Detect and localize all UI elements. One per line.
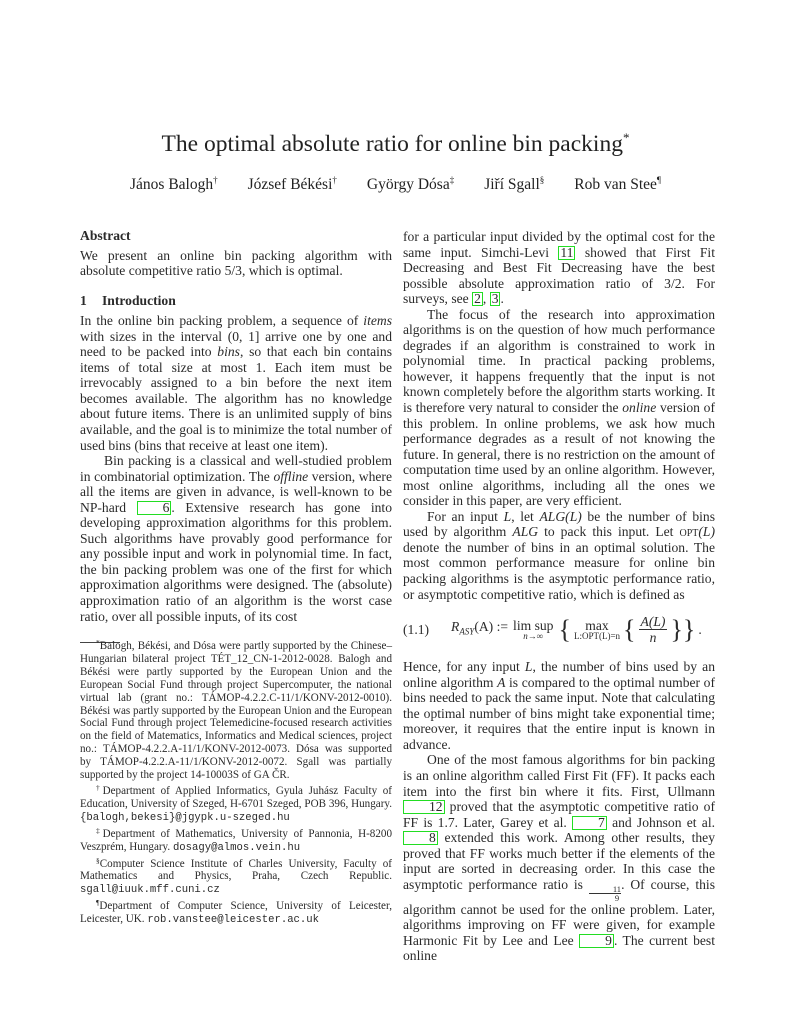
left-column [80,228,392,624]
email-link[interactable]: sgall@iuuk.mff.cuni.cz [80,884,220,897]
fraction: $\frac{11}{9}$ [589,885,621,902]
paragraph: In the online bin packing problem, a sequence of items with sizes in the interval (0, 1] arrive one by one and need to be packed into bins, so that each bin contains items of total size at most 1. Each item must be irrevocably assigned to a bin before the next item becomes available. The algorithm has no knowledge about future items. There is an unlimited supply of bins available, and the goal is to minimize the total number of used bins (bins that receive at least one item). [80,313,392,453]
paragraph: for a particular input divided by the optimal cost for the same input. Simchi-Levi 11 showed that First Fit Decreasing and Best Fit Decreasing have the best possible absolute approximation ratio of 3/2. For surveys, see 2 , 3 . [403,229,715,307]
section-number: 1 [80,292,87,308]
citation-link[interactable]: 6 [137,501,172,515]
paragraph: The focus of the research into approximation algorithms is on the question of how much performance degrades if an algorithm is constrained to work in polynomial time. In practical packing problems, however, it happens frequently that the input is not known completely before the algorithm starts working. It is therefore very natural to consider the online version of this problem. In online problems, we ask how much performance degrades as a result of not knowing the future. In general, there is no restriction on the amount of computation time used by an online algorithm. However, most online algorithms, including all the ones we consider in this paper, are very efficient. [403,306,716,509]
title-text: The optimal absolute ratio for online bin packing [161,131,623,157]
section-heading [80,293,392,309]
abstract-heading: Abstract [80,228,131,243]
footnotes [80,638,392,927]
author: János Balogh† [130,175,218,193]
paragraph: Hence, for any input L, the number of bins used by an online algorithm A is compared to the optimal number of bins needed to pack the same input. Note that calculating the optimal number of bins might take exponential time; moreover, it requires that the entire input is known in advance. [403,659,715,752]
equation-body: $R_{ASY}(A)$ := lim sup n→∞ { max L:OPT(L)=n { $\frac{A(L)}{n}$ }} . [451,614,702,646]
footnote: §Computer Science Institute of Charles University, Faculty of Mathematics and Physics, Praha, Czech Republic. sgall@iuuk.mff.cuni.cz [80,855,392,897]
title-footnote-mark[interactable]: * [622,130,630,145]
citation-link[interactable]: 8 [403,831,438,845]
email-link[interactable]: dosagy@almos.vein.hu [172,841,301,854]
equation-1-1 [403,614,715,645]
paragraph: Bin packing is a classical and well-studied problem in combinatorial optimization. The offline version, where all the items are given in advance, is well-known to be NP-hard 6 . Extensive research has gone into developing approximation algorithms for this problem. Such algorithms have provably good performance for any possible input and work in polynomial time. In fact, the bin packing problem was one of the first for which approximation algorithms were designed. The (absolute) approximation ratio of an algorithm is the worst case ratio, over all possible inputs, of its cost [80,453,392,624]
right-column [403,229,715,964]
author: György Dósa‡ [366,175,455,193]
abstract-text: We present an online bin packing algorithm with absolute competitive ratio 5/3, which is optimal. [80,247,392,279]
citation-link[interactable]: 11 [560,244,574,260]
author-affiliation-mark[interactable]: § [539,175,545,185]
equation-number: (1.1) [403,621,430,637]
citation-link[interactable]: 2 [474,291,481,307]
author-affiliation-mark[interactable]: † [332,175,337,185]
footnote: *Balogh, Békési, and Dósa were partly supported by the Chinese–Hungarian bilateral project TÉT_12_CN-1-2012-0028. Balogh and Békési were partly supported by the European Union and the European Social Fund through project Supercomputer, the national virtual lab (grant no.: TÁMOP-4.2.2.C-11/1/KONV-2012-0010). Békési was partly supported by the European Union and the European Social Fund through project Telemedicine-focused research activities on the field of Matematics, Informatics and Medical sciences, project no.: TÁMOP-4.2.2.A-11/1/KONV-2012-0073. Dósa was supported by TÁMOP-4.2.2.A-11/1/KONV-2012-0072. Sgall was partially supported by the project 14-10003S of GA ČR. [80,638,392,782]
author: József Békési† [247,175,337,193]
paragraph: One of the most famous algorithms for bin packing is an online algorithm called First Fit (FF). It packs each item into the first bin where it fits. First, Ullmann 12 proved that the asymptotic competitive ratio of FF is 1.7. Later, Garey et al. 7 and Johnson et al. 8 extended this work. Among other results, they proved that FF works much better if the elements of the input are sorted in decreasing order. In this case the asymptotic performance ratio is $\frac{11}{9}$ . Of course, this algorithm cannot be used for the online problem. Later, algorithms improving on FF were given, for example Harmonic Fit by Lee and Lee 9 . The current best online [403,752,716,964]
author-affiliation-mark[interactable]: † [213,175,218,185]
citation-link[interactable]: 7 [572,816,607,830]
author-affiliation-mark[interactable]: ‡ [449,175,455,185]
footnote: ‡Department of Mathematics, University of Pannonia, H-8200 Veszprém, Hungary. dosagy@almos.vein.hu [80,825,392,854]
author-affiliation-mark[interactable]: ¶ [656,175,661,185]
paragraph: For an input L, let ALG(L) be the number of bins used by algorithm ALG to pack this input. Let opt(L) denote the number of bins in an optimal solution. The most common performance measure for online bin packing algorithms is the asymptotic performance ratio, or asymptotic competitive ratio, which is defined as [403,508,715,602]
footnote: †Department of Applied Informatics, Gyula Juhász Faculty of Education, University of Szeged, H-6701 Szeged, POB 396, Hungary. {balogh,bekesi}@jgypk.u-szeged.hu [80,782,392,824]
author-list [0,175,791,194]
citation-link[interactable]: 3 [491,291,499,307]
email-link[interactable]: rob.vanstee@leicester.ac.uk [147,914,319,927]
author: Jiří Sgall§ [484,175,545,193]
author: Rob van Stee¶ [574,175,661,193]
citation-link[interactable]: 9 [579,934,614,948]
email-link[interactable]: {balogh,bekesi}@jgypk.u-szeged.hu [80,811,290,824]
citation-link[interactable]: 12 [403,800,445,814]
section-title: Introduction [102,292,176,308]
paper-title [0,130,791,158]
footnote: ¶Department of Computer Science, University of Leicester, Leicester, UK. rob.vanstee@leicester.ac.uk [80,898,392,927]
